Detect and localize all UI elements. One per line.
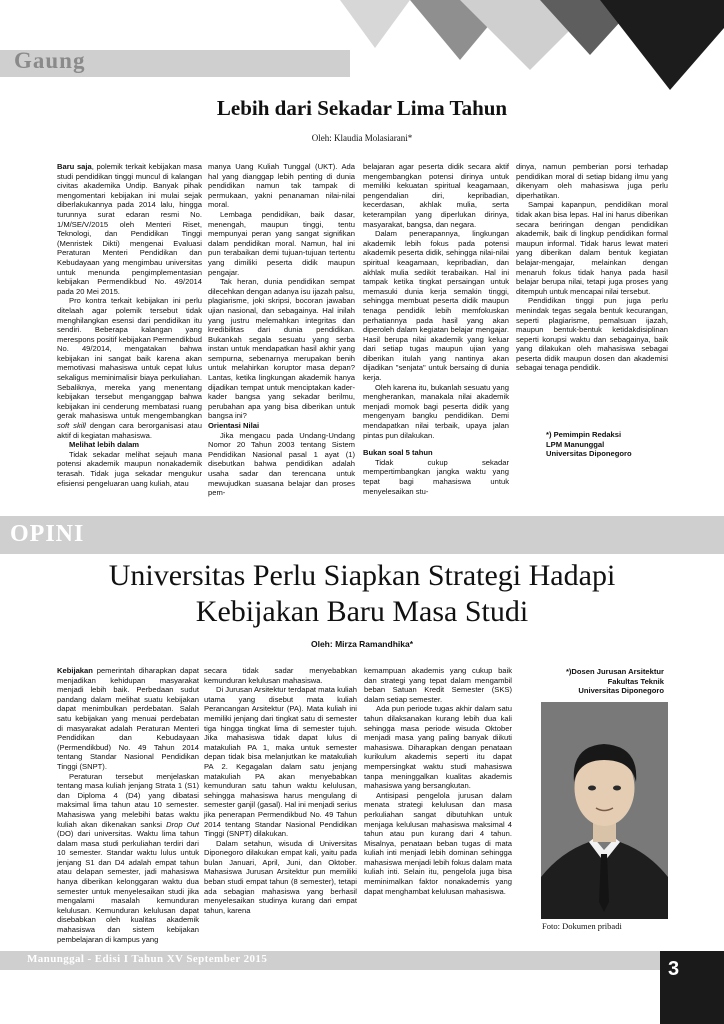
article1-column-4	[516, 162, 668, 373]
article1-paragraph: Pendidikan tinggi pun juga perlu menindak tegas segala bentuk kecurangan, seperti plagiarisme, pemalsuan ijazah, maupun bentuk-bentuk ketidakdisiplinan seperti korupsi waktu dan sebagainya, baik yang dilakukan oleh mahasiswa sebagai peserta didik maupun dosen dan akademisi sebagai tenaga pendidik.	[516, 296, 668, 373]
article1-paragraph: Sampai kapanpun, pendidikan moral tidak akan bisa lepas. Hal ini harus diberikan secara beriringan dengan pendidikan akademik, baik di lingkup pendidikan formal maupun informal. Tidak harus lewat materi yang diberikan dalam bentuk kegiatan belajar-mengajar, melainkan dengan menaruh fokus tidak hanya pada hasil belajar berupa nilai, tetapi juga proses yang ditempuh untuk mencapai nilai tersebut.	[516, 200, 668, 296]
section-label-gaung: Gaung	[14, 48, 86, 73]
article1-title: Lebih dari Sekadar Lima Tahun	[216, 96, 508, 120]
article1-byline: Oleh: Klaudia Molasiarani*	[311, 133, 413, 143]
article2-paragraph: Ada pun periode tugas akhir dalam satu tahun dilaksanakan kurang lebih dua kali sehingga masa periode wisuda Oktober menjadi masa yang paling banyak diikuti mahasiswa. Diharapkan dengan penataan kurikulum akademis seperti itu dapat mempersingkat waktu studi mahasiswa tanpa meninggalkan kualitas akademis mahasiswa yang bersangkutan.	[364, 704, 512, 791]
article1-signature: *) Pemimpin Redaksi LPM Manunggal Universitas Diponegoro	[546, 430, 632, 459]
article1-paragraph: Dalam penerapannya, lingkungan akademik lebih fokus pada potensi akademik peserta didik, sehingga nilai-nilai spiritual keagamaan, kepribadian, dan akhlak mulia sedikit terabaikan. Hal ini tampak ketika tingkat persaingan untuk memasuki dunia kerja semakin tinggi, sehingga membuat peserta didik maupun tenaga pendidik lebih memfokuskan perhatiannya pada hasil yang akan diperoleh dalam kegiatan belajar mengajar. Hasil berupa nilai akademik yang keluar dari setiap tugas maupun ujian yang diberikan itulah yang nantinya akan dijadikan "senjata" untuk bersaing di dunia kerja.	[363, 229, 509, 383]
article1-lead-word: Baru saja	[57, 162, 92, 171]
article1-paragraph: Jika mengacu pada Undang-Undang Nomor 20 Tahun 2003 tentang Sistem Pendidikan Nasional pasal 1 ayat (1) disebutkan bahwa pendidikan adalah usaha sadar dan terencana untuk mewujudkan suasana belajar dan proses pem-	[208, 430, 355, 498]
article2-paragraph: Dalam setahun, wisuda di Universitas Diponegoro dilakukan empat kali, yaitu pada bulan Januari, April, Juni, dan Oktober. Mahasiswa Jurusan Arsitektur pun memiliki beban studi empat tahun (8 semester), tetapi ada sebagian mahasiswa yang berhasil menyelesaikan studinya kurang dari empat tahun, karena	[204, 838, 357, 915]
article2-column-1: Kebijakan pemerintah diharapkan dapat menjadikan kehidupan masyarakat menjadi lebih baik. Perbedaan sudut pandang dalam melihat suatu kebijakan dapat menimbulkan perdebatan. Salah satu kebijakan yang menuai perdebatan di masyarakat adalah Peraturan Menteri Pendidikan dan Kebudayaan (Permendikbud) No. 49 Tahun 2014 tentang Standar Nasional Pendidikan Tinggi (SNPT). Peraturan tersebut menjelaskan tentang masa kuliah jenjang Strata 1 (S1) dan Diploma 4 (D4) yang dibatasi maksimal lima tahun atau 10 semester. Mahasiswa yang melebihi batas waktu kuliah akan dikenakan sanksi Drop Out (DO) dari universitas. Waktu lima tahun dalam masa studi perkuliahan terdiri dari 10 semester. Standar waktu lulus untuk jenjang S1 dan D4 adalah empat tahun atau delapan semester, jadi mahasiswa hanya diberikan kelonggaran waktu dua semester untuk menyelesaikan studi jika mengalami masalah kemunduran kelulusan. Kemunduran kelulusan dapat disebabkan oleh kualitas akademik mahasiswa dan sistem kebijakan pembelajaran di kampus yang	[57, 666, 199, 944]
article2-lead-word: Kebijakan	[57, 666, 93, 675]
article1-paragraph: Tidak sekadar melihat sejauh mana potensi akademik maupun nonakademik terasah. Tidak juga sekadar mengukur efisiensi pengeluaran uang kuliah, atau	[57, 449, 202, 488]
article1-paragraph: belajaran agar peserta didik secara aktif mengembangkan potensi dirinya untuk memiliki kekuatan spiritual keagamaan, pengendalian diri, kepribadian, kecerdasan, akhlak mulia, serta keterampilan yang diperlukan dirinya, masyarakat, bangsa, dan negara.	[363, 162, 509, 229]
article1-column-2	[208, 162, 355, 498]
article2-title-line2: Kebijakan Baru Masa Studi	[195, 595, 529, 628]
article2-paragraph: Di Jurusan Arsitektur terdapat mata kuliah utama yang disebut mata kuliah Perancangan Arsitektur (PA). Mata kuliah ini memiliki jenjang dari tingkat satu di semester tiga hingga tingkat lima di semester tujuh. Jika mahasiswa tidak dapat lulus di matakuliah PA 1, maka untuk semester depan tidak bisa melanjutkan ke matakuliah PA 2. Kegagalan dalam satu jenjang matakuliah PA akan menyebabkan kemunduran satu tahun waktu kelulusan, sehingga mahasiswa harus mengulang di semester ganjil (gasal). Hal ini menjadi serius jika penerapan Permendikbud No. 49 Tahun 2014 tentang Standar Nasional Pendidikan Tinggi (SNPT) dilakukan.	[204, 685, 357, 839]
article2-title-line1: Universitas Perlu Siapkan Strategi Hadapi	[108, 559, 616, 592]
section-label-opini: OPINI	[10, 521, 85, 547]
author-portrait	[541, 702, 668, 919]
article1-paragraph: Tidak cukup sekadar mempertimbangkan jangka waktu yang tepat bagi mahasiswa untuk menyelesaikan stu-	[363, 457, 509, 496]
article1-subheading: Bukan soal 5 tahun	[363, 448, 433, 458]
article1-subheading: Orientasi Nilai	[208, 421, 260, 431]
article2-signature: *)Dosen Jurusan Arsitektur Fakultas Teknik Universitas Diponegoro	[565, 667, 664, 696]
article1-column-1: Baru saja, polemik terkait kebijakan masa studi pendidikan tinggi muncul di kalangan civitas akademika Undip. Banyak pihak mengomentari kebijakan ini mulai sejak diberlakukannya pada 2014 lalu, hingga turunnya surat edaran resmi No. 1/M/SE/V/2015 oleh Menteri Riset, Teknologi, dan Pendidikan Tinggi (Menristek Dikti) mengenai Evaluasi Peraturan Menteri Pendidikan dan Kebudayaan yang mengimbau universitas untuk menunda pengimplementasian kebijakan Permendikbud No. 49/2014 pada 20 Mei 2015. Pro kontra terkait kebijakan ini perlu ditelaah agar polemik tersebut tidak menghilangkan esensi dari pendidikan itu sendiri. Beberapa kalangan yang merespons positif kebijakan Permendikbud No. 49/2014, mengatakan bahwa kebijakan ini sangat baik karena akan memotivasi mahasiswa untuk cepat lulus sekaligus meminimalisir biaya perkuliahan. Sebaliknya, mereka yang menentang kebijakan tersebut menganggap bahwa kebijakan ini cenderung membatasi ruang gerak mahasiswa untuk mengembangkan soft skill dengan cara berorganisasi atau aktif di kegiatan mahasiswa. Melihat lebih dalam Tidak sekadar melihat sejauh mana potensi akademik maupun nonakademik terasah. Tidak juga sekadar mengukur efisiensi pengeluaran uang kuliah, atau	[57, 162, 202, 488]
article2-byline: Oleh: Mirza Ramandhika*	[310, 639, 414, 649]
article2-paragraph: Peraturan tersebut menjelaskan tentang masa kuliah jenjang Strata 1 (S1) dan Diploma 4 (D4) yang dibatasi maksimal lima tahun atau 10 semester. Mahasiswa yang melebihi batas waktu kuliah akan dikenakan sanksi Drop Out (DO) dari universitas. Waktu lima tahun dalam masa studi perkuliahan terdiri dari 10 semester. Standar waktu lulus untuk jenjang S1 dan D4 adalah empat tahun atau delapan semester, jadi mahasiswa hanya diberikan kelonggaran waktu dua semester untuk menyelesaikan studi jika mengalami masalah kemunduran kelulusan. Kemunduran kelulusan dapat disebabkan oleh kualitas akademik mahasiswa dan sistem kebijakan pembelajaran di kampus yang	[57, 771, 199, 944]
article1-subheading: Melihat lebih dalam	[69, 440, 140, 450]
article1-paragraph: Pro kontra terkait kebijakan ini perlu ditelaah agar polemik tersebut tidak menghilangkan esensi dari pendidikan itu sendiri. Beberapa kalangan yang merespons positif kebijakan Permendikbud No. 49/2014, mengatakan bahwa kebijakan ini sangat baik karena akan memotivasi mahasiswa untuk cepat lulus sekaligus meminimalisir biaya perkuliahan. Sebaliknya, mereka yang menentang kebijakan tersebut menganggap bahwa kebijakan ini cenderung membatasi ruang gerak mahasiswa untuk mengembangkan soft skill dengan cara berorganisasi atau aktif di kegiatan mahasiswa.	[57, 296, 202, 440]
header-decoration	[340, 0, 724, 92]
photo-caption: Foto: Dokumen pribadi	[542, 921, 622, 931]
section-banner-opini	[0, 516, 724, 554]
article1-column-3	[363, 162, 509, 496]
article1-paragraph: dinya, namun pemberian porsi terhadap pendidikan moral di setiap bidang ilmu yang dikenyam oleh mahasiswa juga perlu diperhatikan.	[516, 162, 668, 200]
article2-column-3	[364, 666, 512, 896]
footer-publication-info: Manunggal - Edisi I Tahun XV September 2015	[27, 953, 268, 965]
article1-paragraph: Oleh karena itu, bukanlah sesuatu yang mengherankan, manakala nilai akademik menjadi momok bagi peserta didik yang mengenyam bangku pendidikan. Demi mendapatkan nilai terbaik, upaya jalan pintas pun dilakukan.	[363, 382, 509, 440]
article2-column-2	[204, 666, 357, 915]
page-number: 3	[668, 958, 680, 980]
article1-paragraph: Lembaga pendidikan, baik dasar, menengah, maupun tinggi, tentu mempunyai peran yang sangat signifikan dalam pendidikan moral. Namun, hal ini pun terabaikan demi tujuan-tujuan tertentu yang dimiliki peserta didik maupun pengajar.	[208, 209, 355, 277]
article2-paragraph: Antisipasi pengelola jurusan dalam menata strategi kelulusan dan masa perkuliahan sangat dibutuhkan untuk menjaga kelulusan mahasiswa maksimal 4 tahun atau pun kurang dari 4 tahun. Misalnya, penataan beban tugas di mata kuliah inti menjadi lebih dominan sehingga mahasiswa menjadi lebih fokus dalam mata kuliah inti. Selain itu, pengelola juga bisa meminimalkan faktor nonakademis yang dapat menghambat kelulusan mahasiswa.	[364, 790, 512, 896]
article1-paragraph: Tak heran, dunia pendidikan sempat dilecehkan dengan adanya isu ijazah palsu, plagiarisme, joki skripsi, bocoran jawaban ujian nasional, dan sebagainya. Hal inilah yang justru melemahkan integritas dan kredibilitas dari dunia pendidikan. Bukankah segala sesuatu yang serba instan untuk mendapatkan hasil akhir yang sempurna, sebenarnya merupakan benih untuk melahirkan koruptor masa depan? Lantas, ketika lingkungan akademik hanya dijadikan tempat untuk menciptakan kader-kader bangsa yang sekadar berilmu, perubahan apa yang bisa diberikan untuk bangsa ini?	[208, 277, 355, 421]
article2-paragraph: kemampuan akademis yang cukup baik dan strategi yang tepat dalam mengambil beban Satuan Kredit Semester (SKS) dalam setiap semester.	[364, 666, 512, 704]
article1-paragraph: manya Uang Kuliah Tunggal (UKT). Ada hal yang dianggap lebih penting di dunia pendidikan namun tak tampak di permukaan, yakni penanaman nilai-nilai moral.	[208, 162, 355, 210]
article2-paragraph: secara tidak sadar menyebabkan kemunduran kelulusan mahasiswa.	[204, 666, 357, 685]
